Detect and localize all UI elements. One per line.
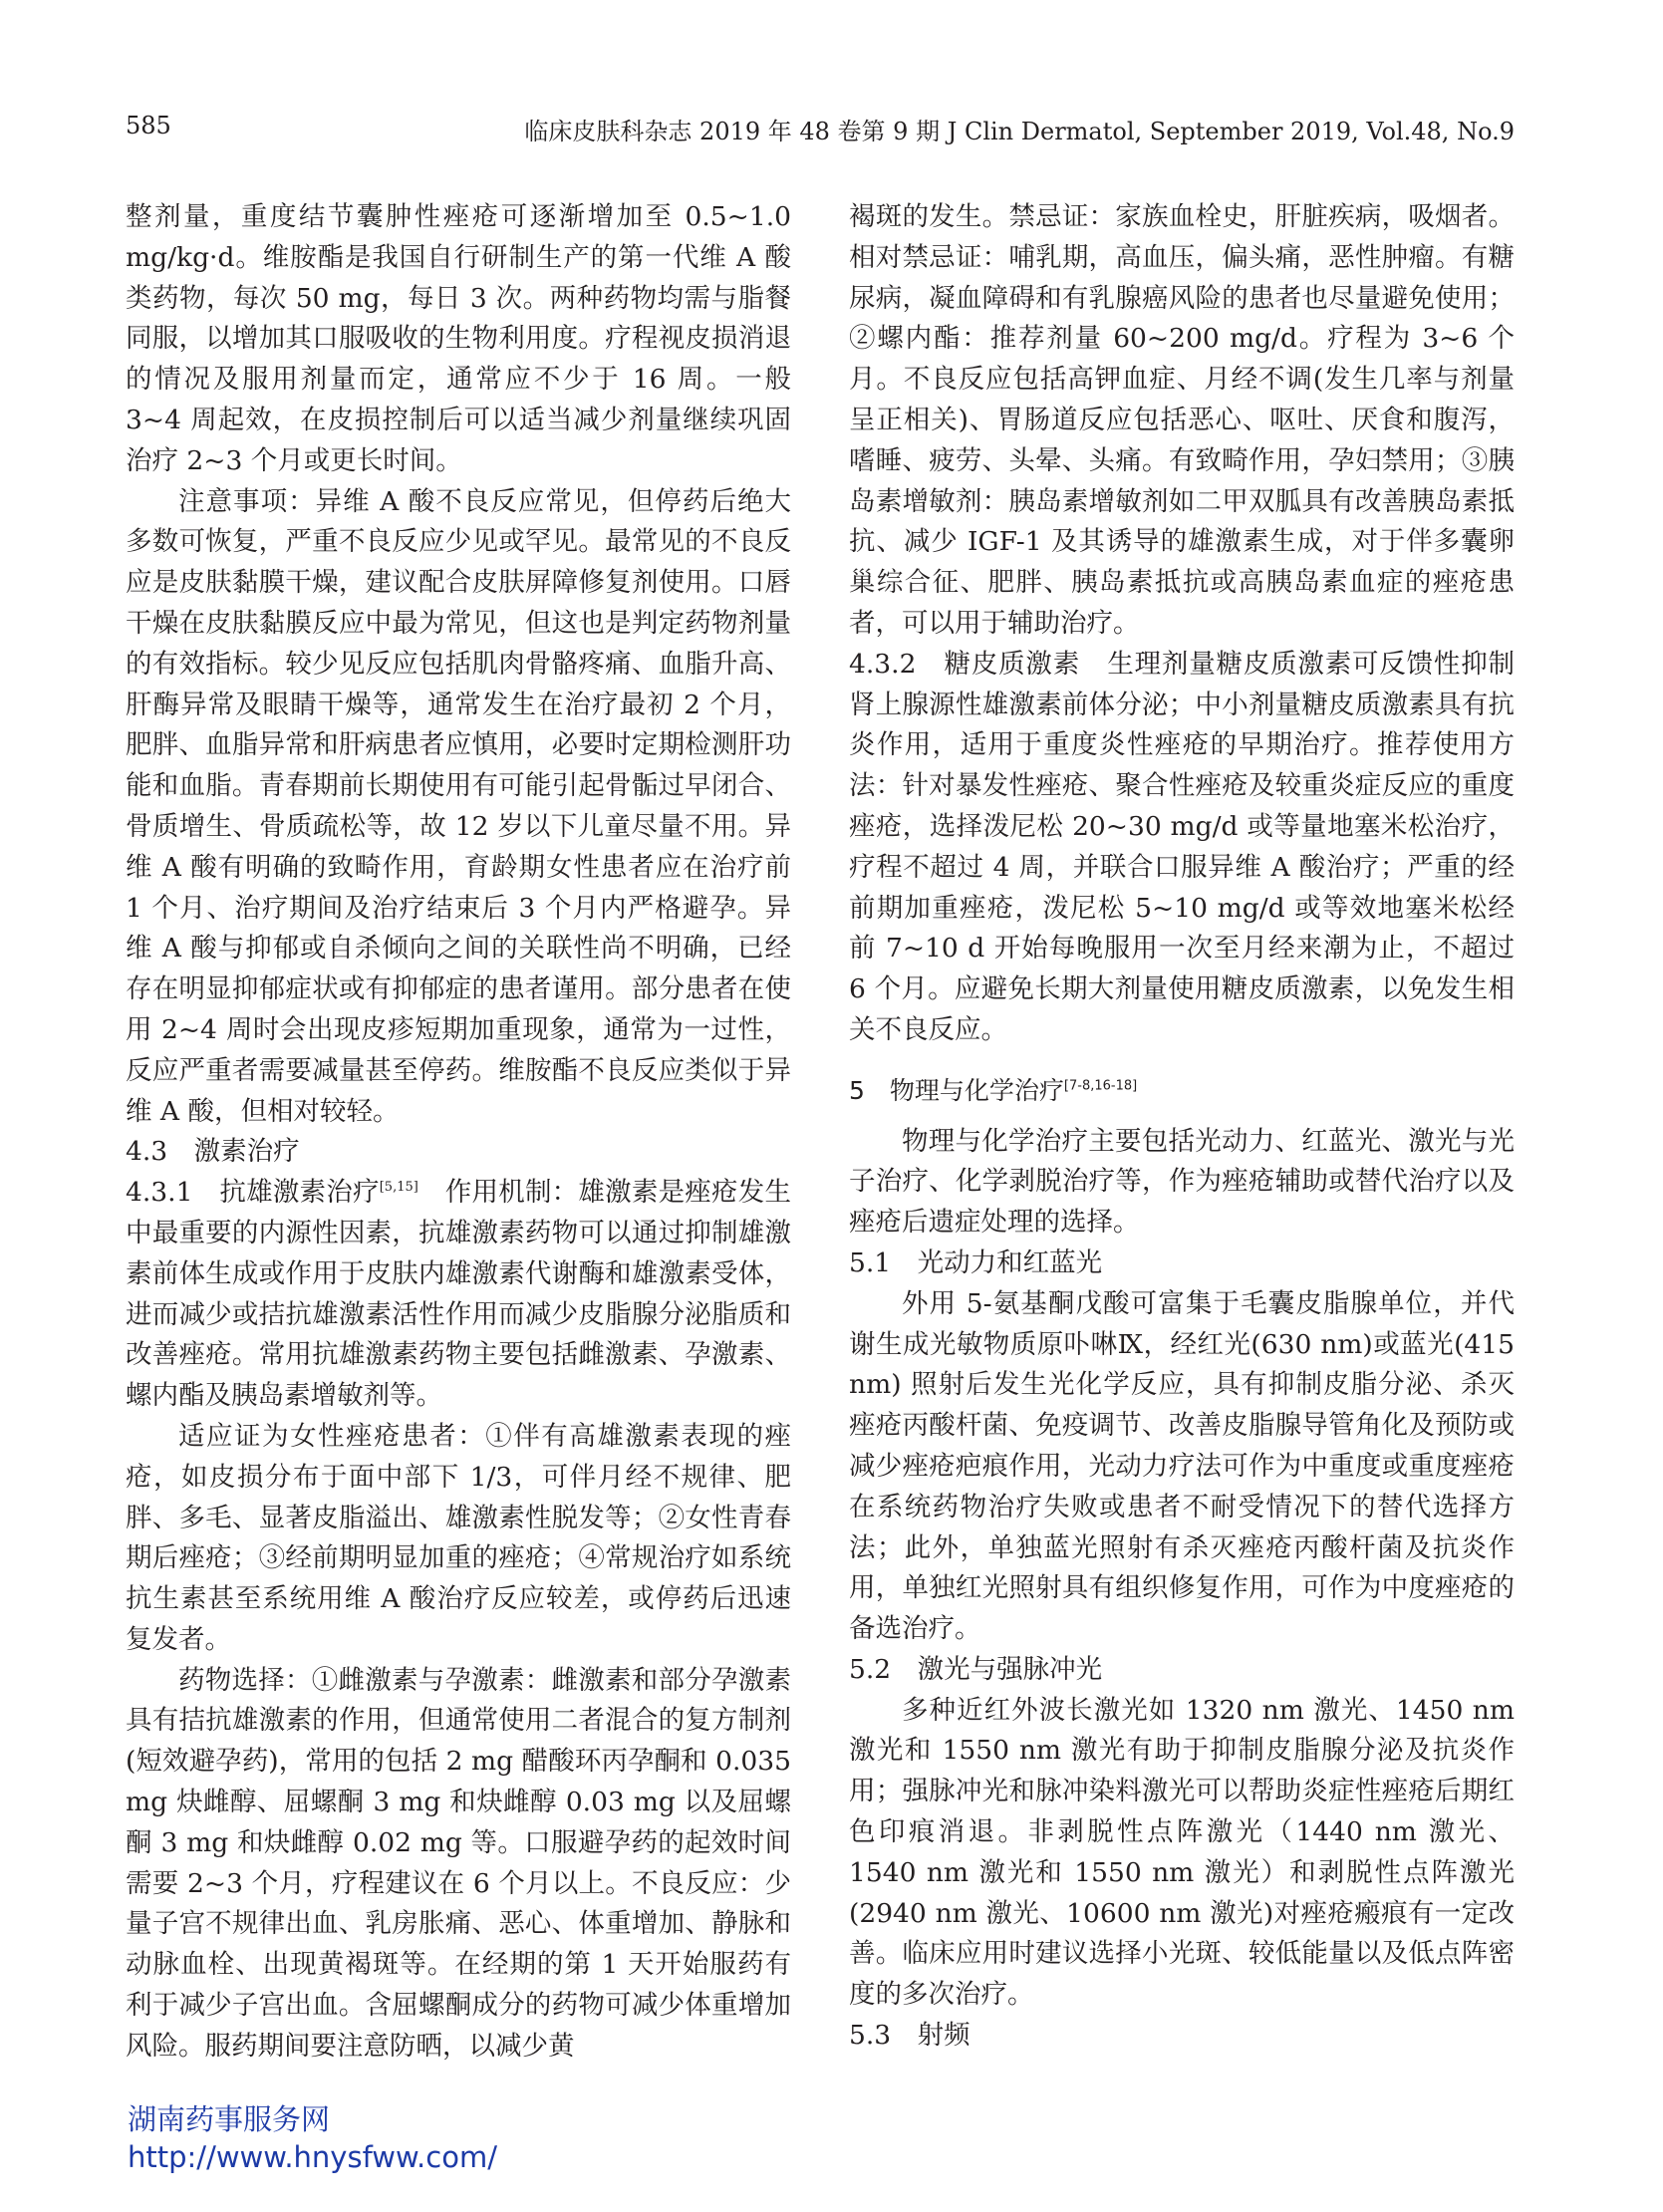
citation: [5,15] (379, 1180, 418, 1196)
paragraph: 物理与化学治疗主要包括光动力、红蓝光、激光与光子治疗、化学剥脱治疗等，作为痤疮辅助或替代治疗以及痤疮后遗症处理的选择。 (849, 1125, 1515, 1239)
section-heading (849, 1071, 1515, 1112)
page-number: 585 (126, 112, 171, 139)
section-heading-text: 5 物理与化学治疗 (849, 1075, 1064, 1105)
paragraph: 整剂量，重度结节囊肿性痤疮可逐渐增加至 0.5~1.0 mg/kg·d。维胺酯是我国自行研制生产的第一代维 A 酸类药物，每次 50 mg，每日 3 次。两种药物均需与脂餐同服，以增加其口服吸收的生物利用度。疗程视皮损消退的情况及服用剂量而定，通常应不少于 16 周。一般 3~4 周起效，在皮损控制后可以适当减少剂量继续巩固治疗 2~3 个月或更长时间。 (126, 201, 791, 476)
paragraph: 注意事项：异维 A 酸不良反应常见，但停药后绝大多数可恢复，严重不良反应少见或罕见。最常见的不良反应是皮肤黏膜干燥，建议配合皮肤屏障修复剂使用。口唇干燥在皮肤黏膜反应中最为常见，但这也是判定药物剂量的有效指标。较少见反应包括肌肉骨骼疼痛、血脂升高、肝酶异常及眼睛干燥等，通常发生在治疗最初 2 个月，肥胖、血脂异常和肝病患者应慎用，必要时定期检测肝功能和血脂。青春期前长期使用有可能引起骨骺过早闭合、骨质增生、骨质疏松等，故 12 岁以下儿童尽量不用。异维 A 酸有明确的致畸作用，育龄期女性患者应在治疗前 1 个月、治疗期间及治疗结束后 3 个月内严格避孕。异维 A 酸与抑郁或自杀倾向之间的关联性尚不明确，已经存在明显抑郁症状或有抑郁症的患者谨用。部分患者在使用 2~4 周时会出现皮疹短期加重现象，通常为一过性，反应严重者需要减量甚至停药。维胺酯不良反应类似于异维 A 酸，但相对较轻。 (126, 485, 791, 1127)
paragraph (126, 1173, 791, 1417)
paragraph: 4.3.2 糖皮质激素 生理剂量糖皮质激素可反馈性抑制肾上腺源性雄激素前体分泌；中小剂量糖皮质激素具有抗炎作用，适用于重度炎性痤疮的早期治疗。推荐使用方法：针对暴发性痤疮、聚合性痤疮及较重炎症反应的重度痤疮，选择泼尼松 20~30 mg/d 或等量地塞米松治疗，疗程不超过 4 周，并联合口服异维 A 酸治疗；严重的经前期加重痤疮，泼尼松 5~10 mg/d 或等效地塞米松经前 7~10 d 开始每晚服用一次至月经来潮为止，不超过 6 个月。应避免长期大剂量使用糖皮质激素，以免发生相关不良反应。 (849, 648, 1515, 1045)
section-heading: 4.3 激素治疗 (126, 1136, 300, 1168)
watermark-site-name: 湖南药事服务网 (128, 2102, 331, 2136)
paragraph: 外用 5-氨基酮戊酸可富集于毛囊皮脂腺单位，并代谢生成光敏物质原卟啉Ⅸ，经红光(630 nm)或蓝光(415 nm) 照射后发生光化学反应，具有抑制皮脂分泌、杀灭痤疮丙酸杆菌、免疫调节、改善皮脂腺导管角化及预防或减少痤疮疤痕作用，光动力疗法可作为中重度或重度痤疮在系统药物治疗失败或患者不耐受情况下的替代选择方法；此外，单独蓝光照射有杀灭痤疮丙酸杆菌及抗炎作用，单独红光照射具有组织修复作用，可作为中度痤疮的备选治疗。 (849, 1287, 1515, 1645)
watermark-url: http://www.hnysfww.com/ (128, 2140, 497, 2174)
subsection-heading: 5.1 光动力和红蓝光 (849, 1246, 1103, 1278)
left-column (126, 197, 791, 2068)
subsection-heading: 5.3 射频 (849, 2020, 970, 2052)
paragraph-text: 作用机制：雄激素是痤疮发生中最重要的内源性因素，抗雄激素药物可以通过抑制雄激素前体生成或作用于皮肤内雄激素代谢酶和雄激素受体，进而减少或拮抗雄激素活性作用而减少皮脂腺分泌脂质和改善痤疮。常用抗雄激素药物主要包括雌激素、孕激素、螺内酯及胰岛素增敏剂等。 (126, 1177, 791, 1412)
subsection-heading: 4.3.1 抗雄激素治疗 (126, 1177, 380, 1209)
paragraph: 褐斑的发生。禁忌证：家族血栓史，肝脏疾病，吸烟者。相对禁忌证：哺乳期，高血压，偏头痛，恶性肿瘤。有糖尿病，凝血障碍和有乳腺癌风险的患者也尽量避免使用；②螺内酯：推荐剂量 60~200 mg/d。疗程为 3~6 个月。不良反应包括高钾血症、月经不调(发生几率与剂量呈正相关)、胃肠道反应包括恶心、呕吐、厌食和腹泻，嗜睡、疲劳、头晕、头痛。有致畸作用，孕妇禁用；③胰岛素增敏剂：胰岛素增敏剂如二甲双胍具有改善胰岛素抵抗、减少 IGF-1 及其诱导的雄激素生成，对于伴多囊卵巢综合征、肥胖、胰岛素抵抗或高胰岛素血症的痤疮患者，可以用于辅助治疗。 (849, 201, 1515, 639)
paragraph: 多种近红外波长激光如 1320 nm 激光、1450 nm 激光和 1550 nm 激光有助于抑制皮脂腺分泌及抗炎作用；强脉冲光和脉冲染料激光可以帮助炎症性痤疮后期红色印痕消退。非剥脱性点阵激光（1440 nm 激光、1540 nm 激光和 1550 nm 激光）和剥脱性点阵激光(2940 nm 激光、10600 nm 激光)对痤疮瘢痕有一定改善。临床应用时建议选择小光斑、较低能量以及低点阵密度的多次治疗。 (849, 1694, 1515, 2011)
watermark (128, 2100, 497, 2176)
journal-running-head: 临床皮肤科杂志 2019 年 48 卷第 9 期 J Clin Dermatol, September 2019, Vol.48, No.9 (524, 118, 1515, 145)
paragraph: 药物选择：①雌激素与孕激素：雌激素和部分孕激素具有拮抗雄激素的作用，但通常使用二者混合的复方制剂(短效避孕药)，常用的包括 2 mg 醋酸环丙孕酮和 0.035 mg 炔雌醇、屈螺酮 3 mg 和炔雌醇 0.03 mg 以及屈螺酮 3 mg 和炔雌醇 0.02 mg 等。口服避孕药的起效时间需要 2~3 个月，疗程建议在 6 个月以上。不良反应：少量子宫不规律出血、乳房胀痛、恶心、体重增加、静脉和动脉血栓、出现黄褐斑等。在经期的第 1 天开始服药有利于减少子宫出血。含屈螺酮成分的药物可减少体重增加风险。服药期间要注意防晒，以减少黄 (126, 1664, 791, 2062)
right-column (849, 197, 1515, 2057)
subsection-heading: 5.2 激光与强脉冲光 (849, 1653, 1103, 1685)
running-header (126, 112, 1515, 155)
citation: [7-8,16-18] (1063, 1078, 1138, 1094)
paragraph: 适应证为女性痤疮患者：①伴有高雄激素表现的痤疮，如皮损分布于面中部下 1/3，可伴月经不规律、肥胖、多毛、显著皮脂溢出、雄激素性脱发等；②女性青春期后痤疮；③经前期明显加重的痤疮；④常规治疗如系统抗生素甚至系统用维 A 酸治疗反应较差，或停药后迅速复发者。 (126, 1420, 791, 1655)
